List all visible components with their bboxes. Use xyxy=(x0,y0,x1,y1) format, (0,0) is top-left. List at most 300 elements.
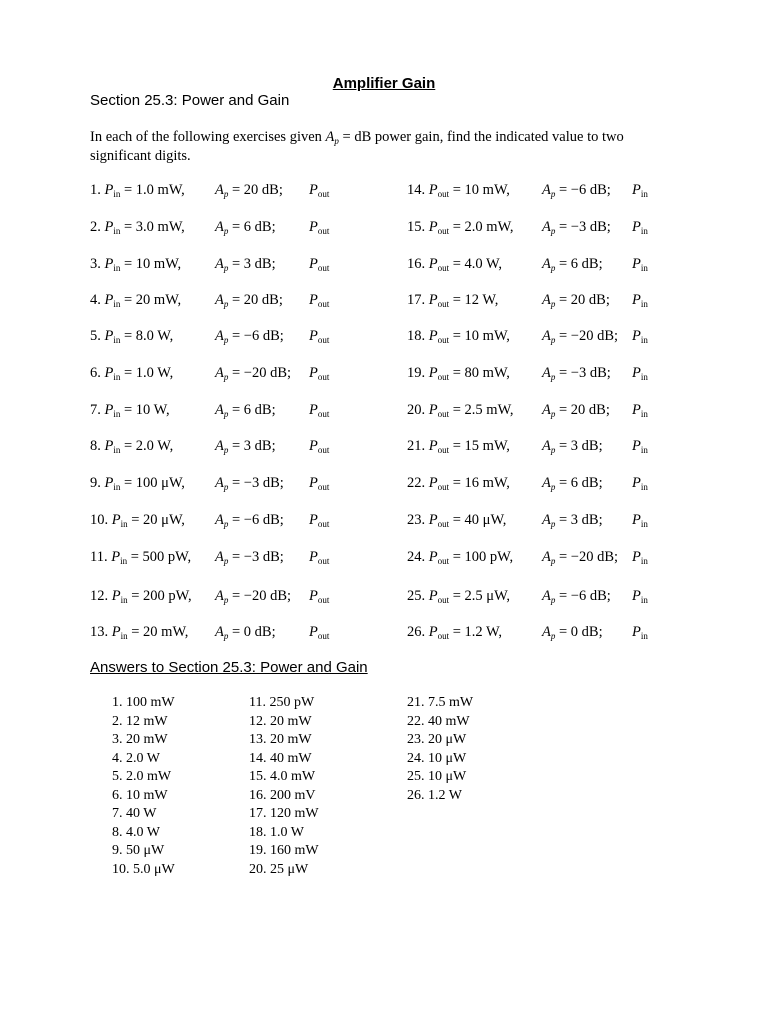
find-symbol: P xyxy=(632,512,641,528)
find-subscript: in xyxy=(640,299,648,309)
gain-value: = 6 dB; xyxy=(228,219,276,235)
power-subscript: out xyxy=(437,189,450,199)
given-value: = 10 W, xyxy=(120,402,170,418)
exercise-number: 3. xyxy=(90,256,101,272)
given-value: = 10 mW, xyxy=(449,182,510,198)
exercise-row xyxy=(407,438,662,458)
power-symbol: P xyxy=(428,624,438,640)
find-subscript: out xyxy=(317,226,330,236)
gain-subscript: p xyxy=(550,631,556,641)
gain-subscript: p xyxy=(550,519,556,529)
power-subscript: in xyxy=(113,409,121,419)
power-subscript: out xyxy=(437,409,450,419)
find-symbol: P xyxy=(309,588,318,604)
exercise-number: 15. xyxy=(407,219,426,235)
instructions-after: = dB power gain, find the indicated value to two significant digits. xyxy=(90,129,624,164)
exercise-given xyxy=(407,328,510,345)
given-value: = 3.0 mW, xyxy=(120,219,185,235)
power-symbol: P xyxy=(428,365,438,381)
given-value: = 100 μW, xyxy=(120,475,185,491)
exercise-number: 23. xyxy=(407,512,426,528)
find-subscript: out xyxy=(317,556,330,566)
exercise-number: 5. xyxy=(90,328,101,344)
power-symbol: P xyxy=(428,256,438,272)
power-symbol: P xyxy=(104,219,114,235)
section-heading: Section 25.3: Power and Gain xyxy=(90,92,290,109)
power-subscript: out xyxy=(437,445,450,455)
exercise-find xyxy=(632,438,648,455)
gain-symbol: A xyxy=(215,292,224,308)
gain-symbol: A xyxy=(542,256,551,272)
find-symbol: P xyxy=(309,475,318,491)
exercise-given xyxy=(90,549,191,566)
power-symbol: P xyxy=(104,182,114,198)
exercise-number: 13. xyxy=(90,624,109,640)
answer-item: 5. 2.0 mW xyxy=(112,769,172,784)
exercise-row xyxy=(407,182,662,202)
answer-item: 8. 4.0 W xyxy=(112,824,160,840)
exercise-gain xyxy=(215,292,283,309)
find-subscript: in xyxy=(640,335,648,345)
gain-symbol: A xyxy=(215,219,224,235)
given-value: = 2.5 μW, xyxy=(449,588,511,604)
gain-subscript: p xyxy=(550,482,556,492)
exercise-number: 8. xyxy=(90,438,101,454)
exercise-row xyxy=(90,475,390,495)
answers-column-1 xyxy=(112,694,175,879)
exercise-find xyxy=(632,219,648,236)
exercise-find xyxy=(632,588,648,605)
gain-value: = 3 dB; xyxy=(555,438,603,454)
find-symbol: P xyxy=(309,438,318,454)
exercise-find xyxy=(309,182,329,199)
power-symbol: P xyxy=(428,219,438,235)
exercise-given xyxy=(90,328,173,345)
exercise-row xyxy=(407,588,662,608)
gain-value: = −6 dB; xyxy=(555,588,611,604)
find-subscript: out xyxy=(317,372,330,382)
power-symbol: P xyxy=(104,402,114,418)
find-symbol: P xyxy=(309,624,318,640)
gain-symbol: A xyxy=(542,182,551,198)
exercise-gain xyxy=(215,402,276,419)
exercise-row xyxy=(407,219,662,239)
exercise-row xyxy=(90,588,390,608)
find-subscript: out xyxy=(317,335,330,345)
gain-symbol: A xyxy=(542,475,551,491)
answer-item: 18. 1.0 W xyxy=(249,824,304,840)
exercise-gain xyxy=(542,328,618,345)
exercise-given xyxy=(407,292,498,309)
power-subscript: out xyxy=(437,519,450,529)
answer-item: 20. 25 μW xyxy=(249,861,309,877)
exercise-find xyxy=(309,256,329,273)
find-symbol: P xyxy=(309,402,318,418)
exercise-find xyxy=(632,292,648,309)
find-symbol: P xyxy=(632,402,641,418)
answers-column-3 xyxy=(407,694,473,805)
power-subscript: in xyxy=(120,631,128,641)
find-subscript: in xyxy=(640,372,648,382)
exercise-row xyxy=(90,402,390,422)
exercise-given xyxy=(90,512,185,529)
exercise-row xyxy=(90,219,390,239)
gain-value: = −6 dB; xyxy=(228,512,284,528)
find-symbol: P xyxy=(309,256,318,272)
answer-item: 4. 2.0 W xyxy=(112,750,160,766)
exercise-row xyxy=(407,475,662,495)
gain-subscript: p xyxy=(550,445,556,455)
gain-symbol: A xyxy=(542,438,551,454)
find-symbol: P xyxy=(309,292,318,308)
power-symbol: P xyxy=(428,475,438,491)
gain-value: = 3 dB; xyxy=(228,256,276,272)
gain-symbol: A xyxy=(542,588,551,604)
exercise-gain xyxy=(542,256,603,273)
power-subscript: in xyxy=(113,189,121,199)
power-symbol: P xyxy=(428,588,438,604)
exercise-number: 18. xyxy=(407,328,426,344)
exercise-row xyxy=(407,328,662,348)
exercise-gain xyxy=(215,438,276,455)
exercise-number: 25. xyxy=(407,588,426,604)
find-symbol: P xyxy=(632,438,641,454)
given-value: = 1.0 mW, xyxy=(120,182,185,198)
find-symbol: P xyxy=(632,256,641,272)
exercise-number: 21. xyxy=(407,438,426,454)
gain-subscript: p xyxy=(223,631,229,641)
find-subscript: out xyxy=(317,263,330,273)
gain-subscript: p xyxy=(223,189,229,199)
find-symbol: P xyxy=(309,219,318,235)
exercise-given xyxy=(407,588,510,605)
exercise-gain xyxy=(542,549,618,566)
exercise-given xyxy=(407,365,510,382)
find-symbol: P xyxy=(309,328,318,344)
gain-value: = −20 dB; xyxy=(228,588,292,604)
power-subscript: out xyxy=(437,631,450,641)
gain-symbol: A xyxy=(215,182,224,198)
gain-subscript: p xyxy=(223,299,229,309)
gain-subscript: p xyxy=(223,595,229,605)
gain-value: = 20 dB; xyxy=(228,292,283,308)
gain-value: = −6 dB; xyxy=(228,328,284,344)
given-value: = 16 mW, xyxy=(449,475,510,491)
find-symbol: P xyxy=(309,182,318,198)
gain-value: = −3 dB; xyxy=(228,549,284,565)
answer-item: 22. 40 mW xyxy=(407,713,470,729)
exercise-gain xyxy=(215,256,276,273)
power-symbol: P xyxy=(111,624,121,640)
exercise-gain xyxy=(215,588,291,605)
gain-subscript: p xyxy=(223,226,229,236)
find-subscript: out xyxy=(317,595,330,605)
find-symbol: P xyxy=(309,512,318,528)
gain-subscript: p xyxy=(550,299,556,309)
exercise-find xyxy=(632,182,648,199)
exercise-gain xyxy=(215,512,284,529)
find-subscript: in xyxy=(640,226,648,236)
gain-subscript: p xyxy=(223,409,229,419)
answer-item: 11. 250 pW xyxy=(249,695,315,710)
find-symbol: P xyxy=(632,624,641,640)
find-subscript: in xyxy=(640,556,648,566)
exercise-row xyxy=(90,549,390,569)
answer-item: 26. 1.2 W xyxy=(407,787,462,803)
find-symbol: P xyxy=(632,549,641,565)
given-value: = 20 mW, xyxy=(127,624,189,640)
gain-value: = 20 dB; xyxy=(555,292,610,308)
power-subscript: out xyxy=(437,299,450,309)
exercise-gain xyxy=(215,475,284,492)
power-subscript: out xyxy=(437,372,450,382)
gain-symbol: A xyxy=(215,512,224,528)
exercise-find xyxy=(309,402,329,419)
gain-value: = −20 dB; xyxy=(555,328,619,344)
gain-value: = −20 dB; xyxy=(228,365,292,381)
power-subscript: in xyxy=(113,482,121,492)
gain-symbol: A xyxy=(542,402,551,418)
gain-value: = −3 dB; xyxy=(228,475,284,491)
gain-subscript: p xyxy=(223,335,229,345)
given-value: = 2.0 W, xyxy=(120,438,174,454)
gain-value: = −3 dB; xyxy=(555,365,611,381)
exercise-row xyxy=(90,256,390,276)
exercise-gain xyxy=(215,624,276,641)
exercise-given xyxy=(90,182,185,199)
power-subscript: out xyxy=(437,335,450,345)
exercise-given xyxy=(90,292,181,309)
power-subscript: in xyxy=(120,519,128,529)
exercise-number: 24. xyxy=(407,549,426,565)
power-symbol: P xyxy=(428,438,438,454)
exercise-number: 22. xyxy=(407,475,426,491)
exercise-find xyxy=(632,512,648,529)
given-value: = 1.2 W, xyxy=(449,624,503,640)
answer-item: 10. 5.0 μW xyxy=(112,861,175,877)
exercise-row xyxy=(407,512,662,532)
find-symbol: P xyxy=(632,292,641,308)
exercise-row xyxy=(90,438,390,458)
find-subscript: out xyxy=(317,409,330,419)
gain-symbol: A xyxy=(215,588,224,604)
given-value: = 2.5 mW, xyxy=(449,402,514,418)
exercise-gain xyxy=(215,328,284,345)
gain-subscript: p xyxy=(550,372,556,382)
find-subscript: out xyxy=(317,631,330,641)
gain-subscript: p xyxy=(223,556,229,566)
exercise-given xyxy=(407,549,513,566)
power-subscript: in xyxy=(113,299,121,309)
exercise-number: 16. xyxy=(407,256,426,272)
exercise-number: 20. xyxy=(407,402,426,418)
gain-symbol: A xyxy=(542,512,551,528)
answer-item: 15. 4.0 mW xyxy=(249,769,316,784)
gain-subscript: p xyxy=(223,263,229,273)
exercise-given xyxy=(407,512,506,529)
exercise-given xyxy=(90,438,173,455)
gain-subscript: p xyxy=(550,189,556,199)
gain-value: = 0 dB; xyxy=(555,624,603,640)
gain-value: = 20 dB; xyxy=(228,182,283,198)
exercise-number: 19. xyxy=(407,365,426,381)
gain-symbol: A xyxy=(542,292,551,308)
exercise-row xyxy=(407,624,662,644)
exercise-find xyxy=(632,549,648,566)
gain-subscript: p xyxy=(223,372,229,382)
exercise-row xyxy=(407,256,662,276)
answer-item: 12. 20 mW xyxy=(249,713,312,729)
exercise-find xyxy=(309,475,329,492)
exercise-given xyxy=(407,438,510,455)
answer-item: 3. 20 mW xyxy=(112,732,168,747)
power-subscript: in xyxy=(120,556,128,566)
answers-column-2 xyxy=(249,694,319,879)
exercise-row xyxy=(90,365,390,385)
find-symbol: P xyxy=(632,219,641,235)
exercise-find xyxy=(632,475,648,492)
exercise-given xyxy=(90,365,173,382)
exercise-number: 9. xyxy=(90,475,101,491)
answer-item: 21. 7.5 mW xyxy=(407,695,474,710)
power-symbol: P xyxy=(104,438,114,454)
given-value: = 10 mW, xyxy=(449,328,510,344)
exercise-number: 4. xyxy=(90,292,101,308)
find-subscript: in xyxy=(640,445,648,455)
exercise-find xyxy=(632,624,648,641)
exercise-find xyxy=(309,365,329,382)
exercise-find xyxy=(309,588,329,605)
exercise-given xyxy=(407,182,510,199)
exercise-row xyxy=(407,549,662,569)
exercise-row xyxy=(90,624,390,644)
instructions-symbol: A xyxy=(325,129,335,145)
given-value: = 10 mW, xyxy=(120,256,182,272)
exercise-number: 6. xyxy=(90,365,101,381)
gain-symbol: A xyxy=(542,549,551,565)
power-symbol: P xyxy=(111,588,121,604)
power-subscript: out xyxy=(437,556,450,566)
gain-symbol: A xyxy=(215,402,224,418)
exercise-given xyxy=(407,402,514,419)
power-symbol: P xyxy=(104,475,114,491)
given-value: = 1.0 W, xyxy=(120,365,174,381)
exercise-given xyxy=(90,475,185,492)
power-subscript: in xyxy=(113,226,121,236)
exercise-given xyxy=(407,475,510,492)
gain-subscript: p xyxy=(550,556,556,566)
exercise-row xyxy=(407,402,662,422)
find-symbol: P xyxy=(632,475,641,491)
find-symbol: P xyxy=(632,182,641,198)
exercise-find xyxy=(309,438,329,455)
given-value: = 100 pW, xyxy=(449,549,514,565)
exercise-number: 11. xyxy=(90,549,108,565)
given-value: = 20 mW, xyxy=(120,292,182,308)
answer-item: 16. 200 mV xyxy=(249,787,316,803)
gain-value: = 3 dB; xyxy=(555,512,603,528)
power-symbol: P xyxy=(428,402,438,418)
exercise-find xyxy=(632,365,648,382)
page-title: Amplifier Gain xyxy=(332,75,436,92)
exercise-given xyxy=(90,624,188,641)
power-subscript: in xyxy=(113,335,121,345)
given-value: = 12 W, xyxy=(449,292,499,308)
gain-symbol: A xyxy=(215,328,224,344)
find-subscript: out xyxy=(317,445,330,455)
exercise-given xyxy=(407,219,514,236)
answer-item: 1. 100 mW xyxy=(112,695,175,710)
exercise-gain xyxy=(542,182,611,199)
exercise-row xyxy=(407,292,662,312)
gain-subscript: p xyxy=(550,263,556,273)
exercise-gain xyxy=(542,365,611,382)
instructions-symbol-sub: p xyxy=(334,136,339,146)
gain-value: = −3 dB; xyxy=(555,219,611,235)
find-subscript: in xyxy=(640,631,648,641)
exercise-row xyxy=(90,292,390,312)
power-symbol: P xyxy=(428,512,438,528)
exercise-row xyxy=(90,182,390,202)
given-value: = 2.0 mW, xyxy=(449,219,514,235)
answer-item: 6. 10 mW xyxy=(112,787,168,803)
gain-subscript: p xyxy=(550,335,556,345)
exercise-find xyxy=(309,624,329,641)
exercise-gain xyxy=(542,402,610,419)
gain-symbol: A xyxy=(215,624,224,640)
gain-symbol: A xyxy=(215,549,224,565)
gain-symbol: A xyxy=(542,624,551,640)
gain-symbol: A xyxy=(215,438,224,454)
gain-value: = −20 dB; xyxy=(555,549,619,565)
exercise-find xyxy=(309,292,329,309)
gain-subscript: p xyxy=(550,595,556,605)
power-symbol: P xyxy=(104,292,114,308)
gain-value: = 3 dB; xyxy=(228,438,276,454)
power-subscript: out xyxy=(437,226,450,236)
gain-value: = 6 dB; xyxy=(555,256,603,272)
power-symbol: P xyxy=(428,328,438,344)
gain-value: = −6 dB; xyxy=(555,182,611,198)
find-subscript: in xyxy=(640,482,648,492)
answer-item: 23. 20 μW xyxy=(407,732,467,747)
power-subscript: in xyxy=(113,263,121,273)
gain-symbol: A xyxy=(215,256,224,272)
exercise-given xyxy=(90,256,181,273)
exercise-number: 1. xyxy=(90,182,101,198)
find-subscript: out xyxy=(317,519,330,529)
exercise-given xyxy=(90,402,170,419)
power-symbol: P xyxy=(111,512,121,528)
exercise-given xyxy=(90,219,185,236)
exercise-row xyxy=(90,512,390,532)
exercise-gain xyxy=(542,219,611,236)
find-subscript: out xyxy=(317,299,330,309)
gain-subscript: p xyxy=(550,409,556,419)
find-subscript: in xyxy=(640,595,648,605)
gain-subscript: p xyxy=(223,519,229,529)
exercise-find xyxy=(309,328,329,345)
find-symbol: P xyxy=(632,365,641,381)
answer-item: 25. 10 μW xyxy=(407,769,467,784)
answer-item: 9. 50 μW xyxy=(112,843,165,858)
gain-subscript: p xyxy=(550,226,556,236)
instructions-before: In each of the following exercises given xyxy=(90,129,326,145)
exercise-given xyxy=(407,624,502,641)
gain-symbol: A xyxy=(215,475,224,491)
exercise-number: 26. xyxy=(407,624,426,640)
given-value: = 40 μW, xyxy=(449,512,507,528)
